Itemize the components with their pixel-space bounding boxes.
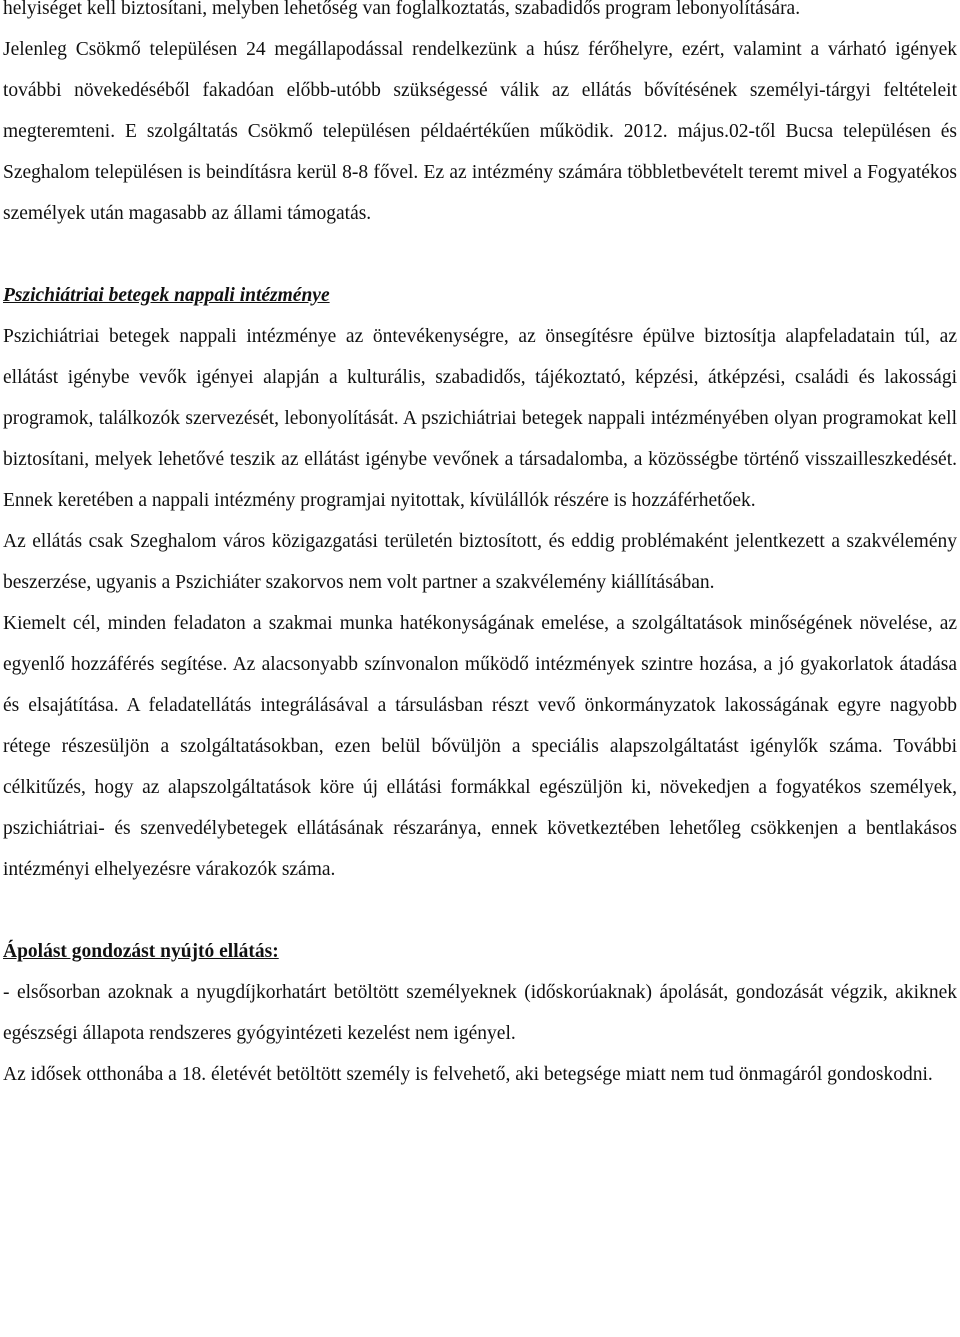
document-page xyxy=(3,0,957,1095)
paragraph-elderly-home: Az idősek otthonába a 18. életévét betöltött személy is felvehető, aki betegsége miatt nem tud önmagáról gondoskodni. xyxy=(3,1064,933,1085)
paragraph-csokmo-agreements: Jelenleg Csökmő településen 24 megállapodással rendelkezünk a húsz férőhelyre, ezért, valamint a várható igények további növekedéséből fakadóan előbb-utóbb szükségessé válik az ellátás bővítésének személyi-tárgyi feltételeit megteremteni. E szolgáltatás Csökmő településen példaértékűen működik. 2012. május.02-től Bucsa településen és Szeghalom településen is beindításra kerül 8-8 fővel. Ez az intézmény számára többletbevételt teremt mivel a Fogyatékos személyek után magasabb az állami támogatás. xyxy=(3,39,957,224)
section-spacer xyxy=(3,890,957,931)
paragraph-care-target: - elsősorban azoknak a nyugdíjkorhatárt betöltött személyeknek (időskorúaknak) ápolását, gondozását végzik, akiknek egészségi állapota rendszeres gyógyintézeti kezelést nem igényel. xyxy=(3,982,957,1044)
paragraph-facility-intro: helyiséget kell biztosítani, melyben lehetőség van foglalkoztatás, szabadidős program lebonyolítására. xyxy=(3,0,801,19)
section-heading-care: Ápolást gondozást nyújtó ellátás: xyxy=(3,941,279,962)
section-heading-psychiatric: Pszichiátriai betegek nappali intézménye xyxy=(3,285,330,306)
section-spacer xyxy=(3,234,957,275)
paragraph-goals: Kiemelt cél, minden feladaton a szakmai munka hatékonyságának emelése, a szolgáltatások minőségének növelése, az egyenlő hozzáférés segítése. Az alacsonyabb színvonalon működő intézmények szintre hozása, a jó gyakorlatok átadása és elsajátítása. A feladatellátás integrálásával a társulásban részt vevő önkormányzatok lakosságának egyre nagyobb rétege részesüljön a szolgáltatásokban, ezen belül bővüljön a speciális alapszolgáltatást igénylők száma. További célkitűzés, hogy az alapszolgáltatások köre új ellátási formákkal egészüljön ki, növekedjen a fogyatékos személyek, pszichiátriai- és szenvedélybetegek ellátásának részaránya, ennek következtében lehetőleg csökkenjen a bentlakásos intézményi elhelyezésre várakozók száma. xyxy=(3,613,957,880)
paragraph-psychiatric-description: Pszichiátriai betegek nappali intézménye az öntevékenységre, az önsegítésre épülve biztosítja alapfeladatain túl, az ellátást igénybe vevők igényei alapján a kulturális, szabadidős, tájékoztató, képzési, átképzési, családi és lakossági programok, találkozók szervezését, lebonyolítását. A pszichiátriai betegek nappali intézményében olyan programokat kell biztosítani, melyek lehetővé teszik az ellátást igénybe vevőnek a társadalomba, a közösségbe történő visszailleszkedését. Ennek keretében a nappali intézmény programjai nyitottak, kívülállók részére is hozzáférhetőek. xyxy=(3,326,957,511)
paragraph-psychiatric-area: Az ellátás csak Szeghalom város közigazgatási területén biztosított, és eddig problémaként jelentkezett a szakvélemény beszerzése, ugyanis a Pszichiáter szakorvos nem volt partner a szakvélemény kiállításában. xyxy=(3,531,957,593)
